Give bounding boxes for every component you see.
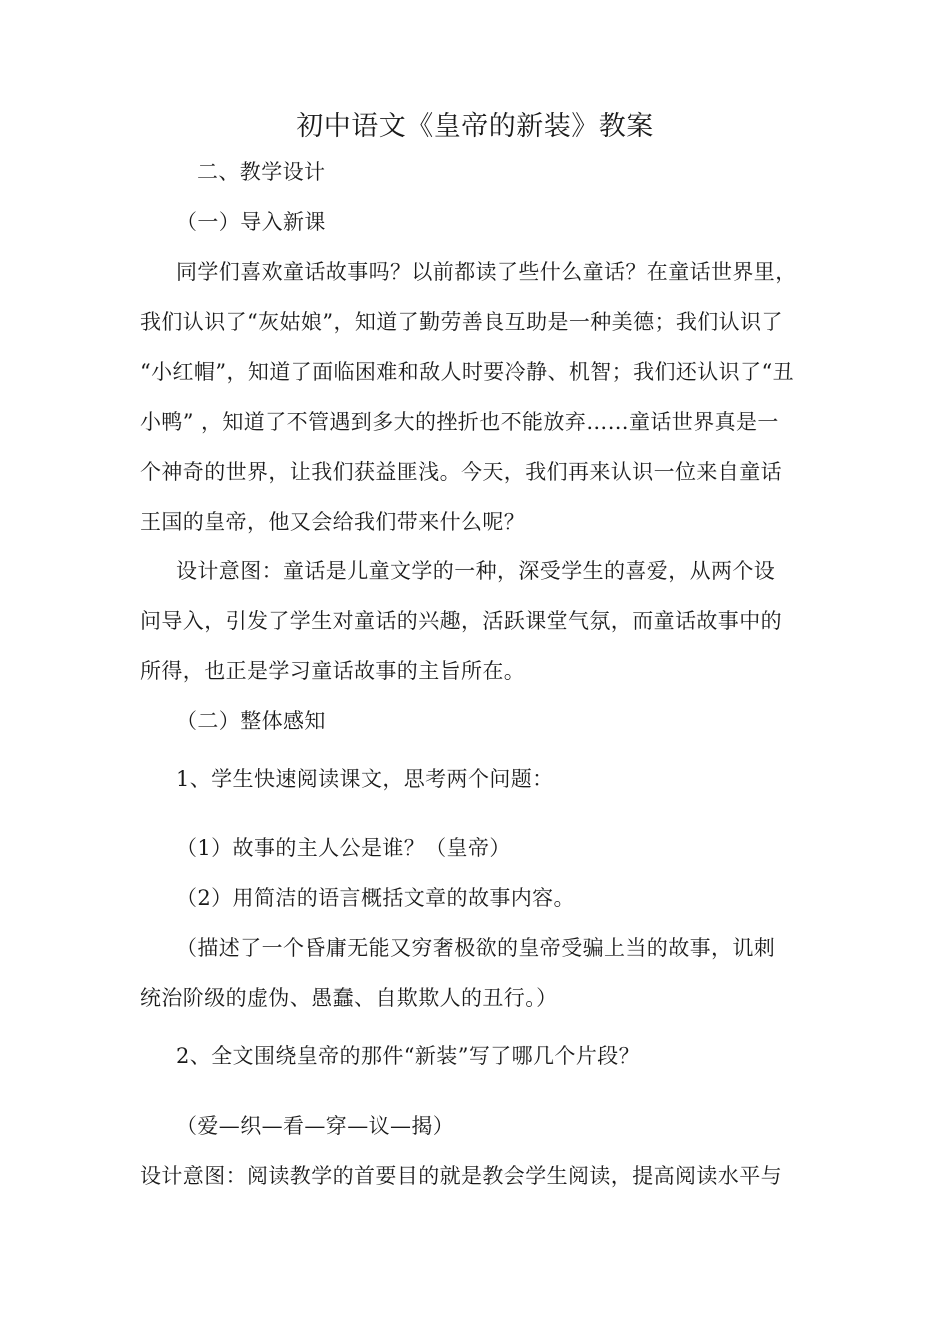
question-two-answer-line: 统治阶级的虚伪、愚蠢、自欺欺人的丑行。） bbox=[140, 986, 558, 1010]
task-two: 2、全文围绕皇帝的那件“新装”写了哪几个片段？ bbox=[176, 1044, 641, 1068]
intro-paragraph-line: 王国的皇帝，他又会给我们带来什么呢？ bbox=[140, 510, 526, 534]
question-one: （1）故事的主人公是谁？（皇帝） bbox=[176, 836, 511, 860]
question-two: （2）用简洁的语言概括文章的故事内容。 bbox=[176, 886, 575, 910]
intro-paragraph-line: 我们认识了“灰姑娘”，知道了勤劳善良互助是一种美德；我们认识了 bbox=[140, 310, 783, 334]
task-two-answer: （爱—织—看—穿—议—揭） bbox=[176, 1114, 455, 1138]
intro-paragraph-line: 同学们喜欢童话故事吗？以前都读了些什么童话？在童话世界里， bbox=[176, 260, 797, 284]
intro-paragraph-line: “小红帽”，知道了面临困难和敌人时要冷静、机智；我们还认识了“丑 bbox=[140, 360, 795, 384]
intro-paragraph-line: 个神奇的世界，让我们获益匪浅。今天，我们再来认识一位来自童话 bbox=[140, 460, 782, 484]
design-intent-line: 设计意图：童话是儿童文学的一种，深受学生的喜爱，从两个设 bbox=[176, 559, 776, 583]
task-one: 1、学生快速阅读课文，思考两个问题： bbox=[176, 767, 554, 791]
part2-heading: （二）整体感知 bbox=[176, 709, 326, 733]
design-intent-line: 所得，也正是学习童话故事的主旨所在。 bbox=[140, 659, 526, 683]
intro-paragraph-line: 小鸭” ，知道了不管遇到多大的挫折也不能放弃……童话世界真是一 bbox=[140, 410, 779, 434]
design-intent-line: 问导入，引发了学生对童话的兴趣，活跃课堂气氛，而童话故事中的 bbox=[140, 609, 782, 633]
section-heading: 二、教学设计 bbox=[197, 160, 326, 184]
part1-heading: （一）导入新课 bbox=[176, 210, 326, 234]
design-intent-two: 设计意图：阅读教学的首要目的就是教会学生阅读，提高阅读水平与 bbox=[140, 1164, 782, 1188]
document-title: 初中语文《皇帝的新装》教案 bbox=[296, 111, 654, 142]
question-two-answer-line: （描述了一个昏庸无能又穷奢极欲的皇帝受骗上当的故事，讥刺 bbox=[176, 936, 776, 960]
